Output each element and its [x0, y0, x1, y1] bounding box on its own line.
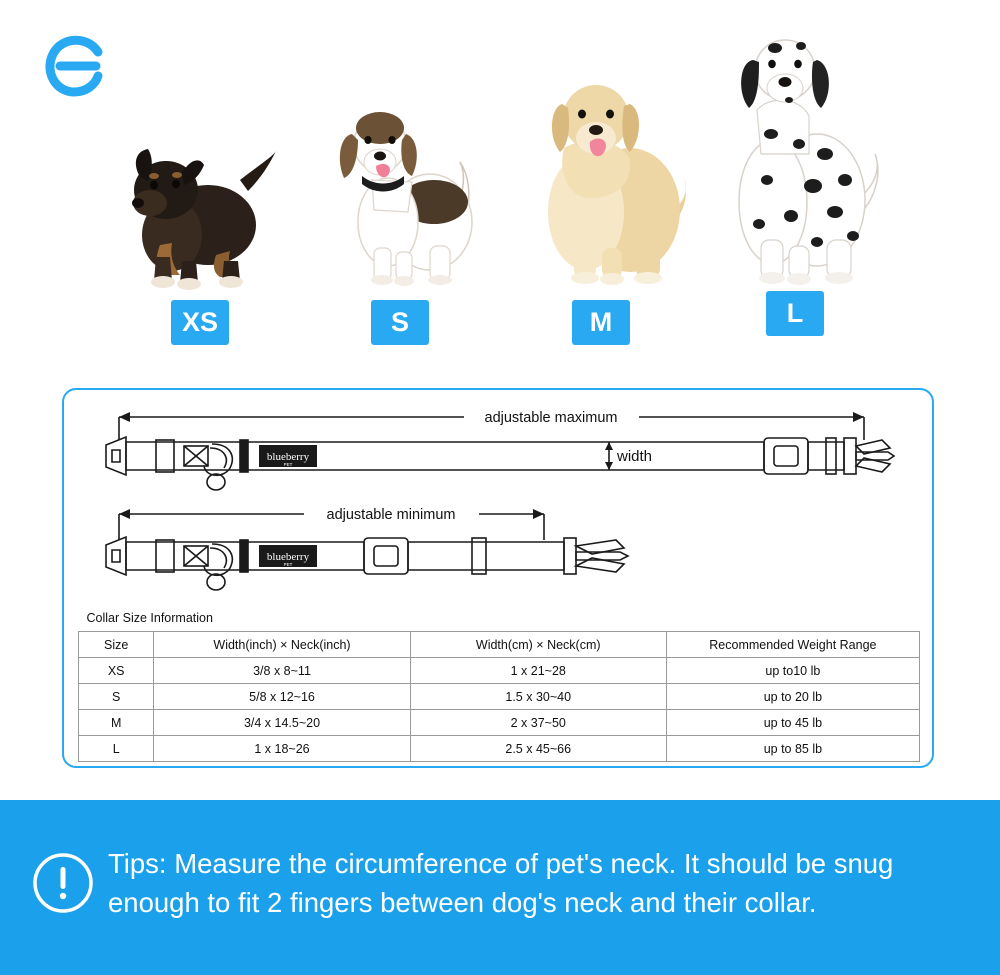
dog-size-row — [0, 0, 1000, 360]
cell-inch-s: 5/8 x 12~16 — [154, 684, 410, 710]
adjustable-maximum-label: adjustable maximum — [484, 410, 618, 426]
table-caption: Collar Size Information — [79, 605, 920, 632]
width-label: width — [617, 448, 653, 465]
adjustable-minimum-label: adjustable minimum — [326, 507, 456, 523]
svg-text:PET: PET — [283, 462, 293, 467]
dalmatian-art — [705, 4, 885, 292]
collar-size-table — [78, 605, 920, 762]
table-header-row — [79, 632, 920, 658]
cell-cm-m: 2 x 37~50 — [410, 710, 666, 736]
golden-retriever-art — [512, 32, 692, 290]
collar-brand-tag-max: blueberry — [266, 451, 310, 463]
dog-illustration-s — [318, 62, 483, 337]
cell-cm-xs: 1 x 21~28 — [410, 658, 666, 684]
collar-size-panel — [62, 388, 934, 768]
header-weight: Recommended Weight Range — [666, 632, 919, 658]
cell-size-xs: XS — [79, 658, 154, 684]
dog-illustration-m — [512, 32, 692, 337]
table-row — [79, 736, 920, 762]
cell-size-l: L — [79, 736, 154, 762]
size-badge-l: L — [766, 291, 824, 336]
header-cm: Width(cm) × Neck(cm) — [410, 632, 666, 658]
svg-text:PET: PET — [283, 562, 293, 567]
cell-weight-l: up to 85 lb — [666, 736, 919, 762]
cell-weight-xs: up to10 lb — [666, 658, 919, 684]
size-badge-m: M — [572, 300, 630, 345]
collar-diagram — [64, 390, 932, 605]
collar-size-table-wrap — [78, 605, 920, 762]
tips-text: Tips: Measure the circumference of pet's neck. It should be snug enough to fit 2 fingers between dog's neck and their collar. — [108, 848, 894, 919]
collar-brand-tag-min: blueberry — [266, 551, 310, 563]
dog-illustration-xs — [120, 85, 280, 337]
cell-weight-s: up to 20 lb — [666, 684, 919, 710]
header-inch: Width(inch) × Neck(inch) — [154, 632, 410, 658]
cell-inch-l: 1 x 18~26 — [154, 736, 410, 762]
header-size: Size — [79, 632, 154, 658]
cell-cm-s: 1.5 x 30~40 — [410, 684, 666, 710]
size-badge-s: S — [371, 300, 429, 345]
cell-weight-m: up to 45 lb — [666, 710, 919, 736]
cell-inch-xs: 3/8 x 8~11 — [154, 658, 410, 684]
cell-inch-m: 3/4 x 14.5~20 — [154, 710, 410, 736]
cell-cm-l: 2.5 x 45~66 — [410, 736, 666, 762]
table-caption-row — [79, 605, 920, 632]
table-row — [79, 658, 920, 684]
exclamation-circle-icon — [32, 852, 94, 914]
dog-illustration-l — [705, 4, 885, 328]
table-row — [79, 684, 920, 710]
cell-size-m: M — [79, 710, 154, 736]
size-badge-xs: XS — [171, 300, 229, 345]
black-and-tan-puppy-art — [120, 85, 280, 295]
cell-size-s: S — [79, 684, 154, 710]
beagle-art — [318, 62, 483, 292]
tips-banner — [0, 800, 1000, 975]
table-row — [79, 710, 920, 736]
